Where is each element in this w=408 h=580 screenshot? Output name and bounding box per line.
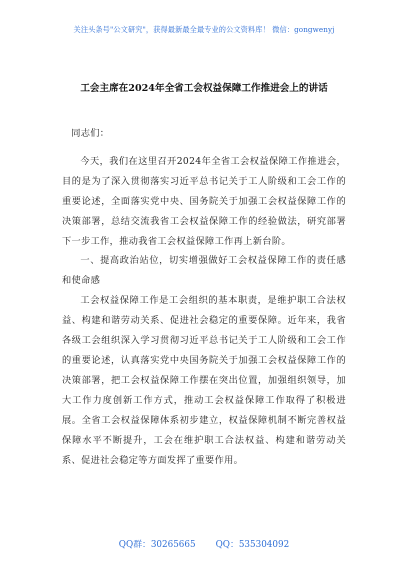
footer-qq: QQ：535304092 [215,540,290,550]
section-heading-1: 一、提高政治站位，切实增强做好工会权益保障工作的责任感和使命感 [62,255,346,287]
header-banner: 关注头条号"公文研究"，获得最新最全最专业的公文资料库！ 微信：gongwenyj [73,25,335,34]
document-title: 工会主席在2024年全省工会权益保障工作推进会上的讲话 [80,83,328,94]
footer-contact [0,537,408,550]
paragraph-intro: 今天，我们在这里召开2024年全省工会权益保障工作推进会，目的是为了深入贯彻落实习近平总书记关于工人阶级和工会工作的重要论述，全面落实党中央、国务院关于加强工会权益保障工作的决策部署，总结交流我省工会权益保障工作的经验做法，研究部署下一步工作，推动我省工会权益保障工作再上新台阶。 [62,155,346,247]
salutation: 同志们： [71,128,110,139]
document-body [62,124,346,470]
footer-qq-group: QQ群：30265665 [118,540,196,550]
paragraph-body: 工会权益保障工作是工会组织的基本职责，是维护职工合法权益、构建和谐劳动关系、促进社会稳定的重要保障。近年来，我省各级工会组织深入学习贯彻习近平总书记关于工人阶级和工会工作的重要论述，认真落实党中央国务院关于加强工会权益保障工作的决策部署，把工会权益保障工作摆在突出位置，加强组织领导，加大工作力度创新工作方式，推动工会权益保障工作取得了积极进展。全省工会权益保障体系初步建立，权益保障机制不断完善权益保障水平不断提升，工会在维护职工合法权益、构建和谐劳动关系、促进社会稳定等方面发挥了重要作用。 [62,295,346,466]
